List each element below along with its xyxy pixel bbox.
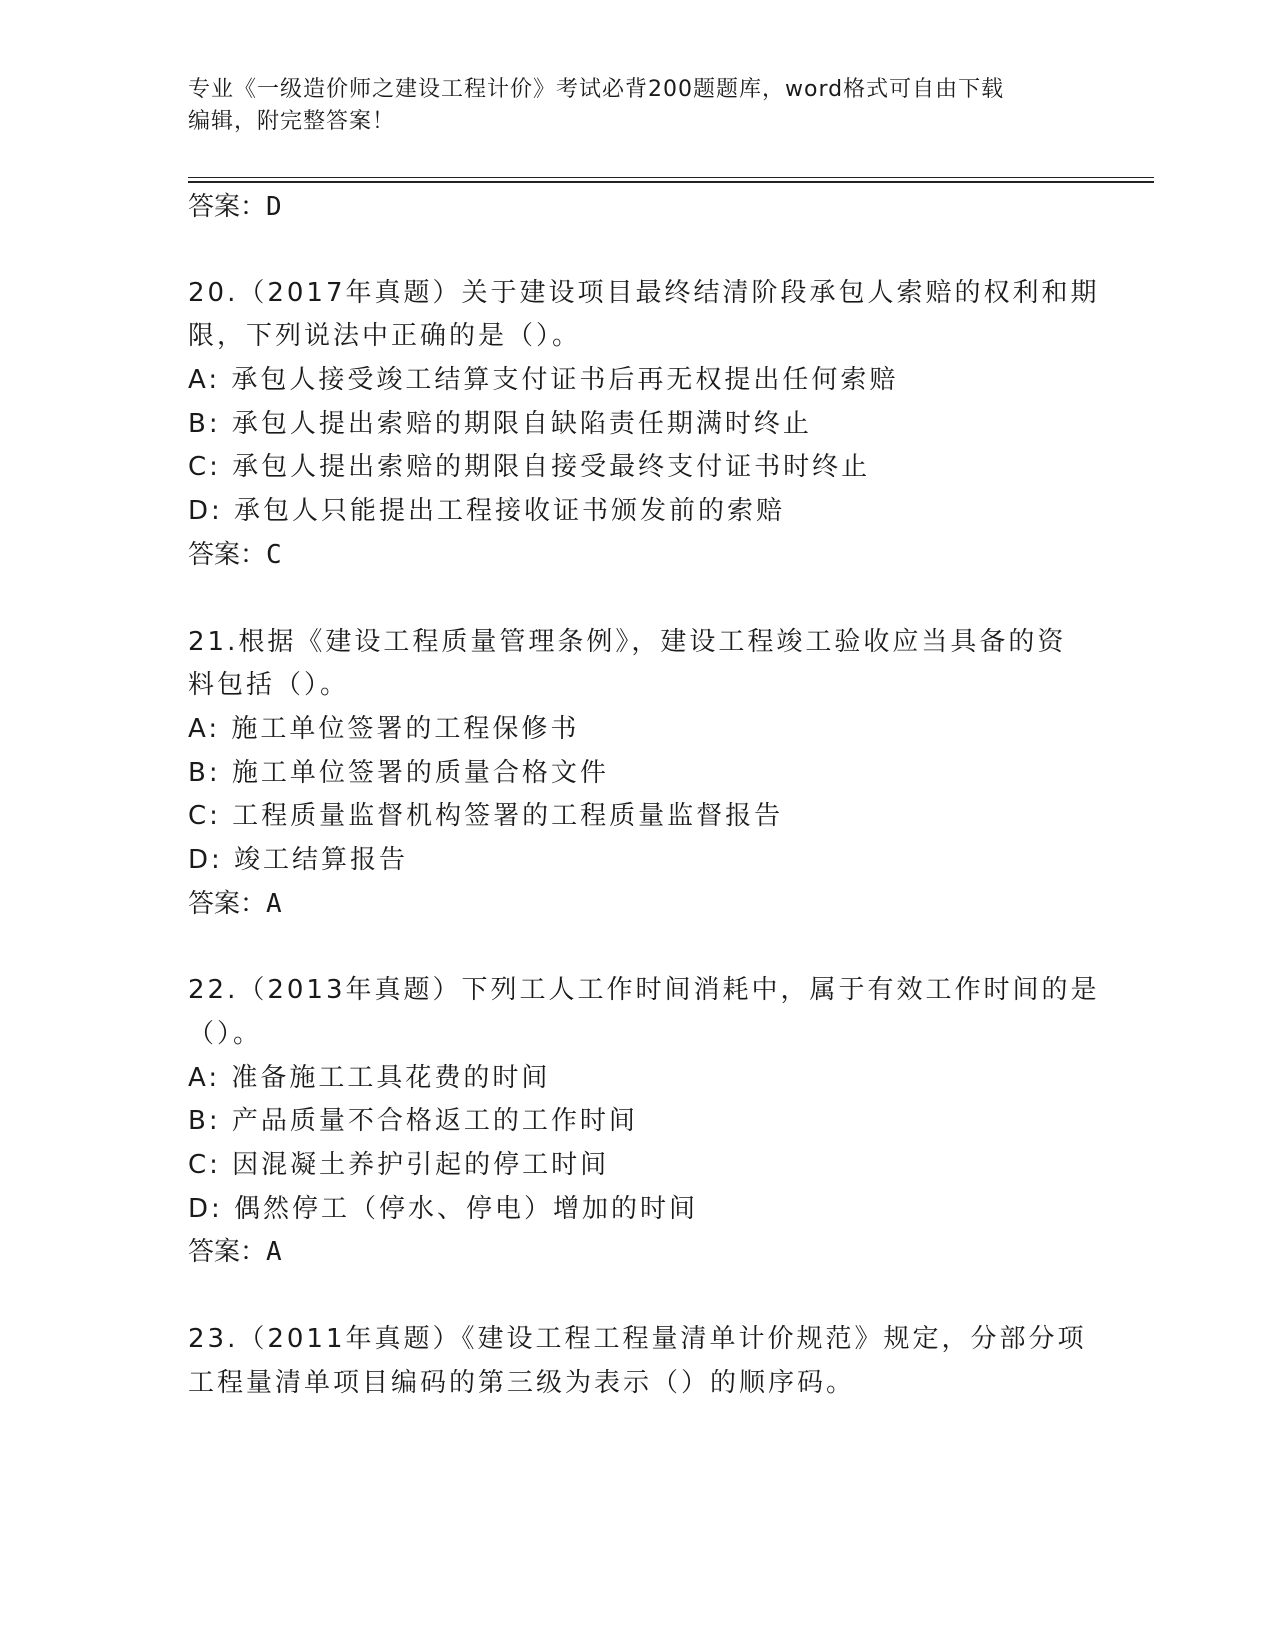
question-22-answer: 答案：A — [188, 1237, 282, 1267]
question-21-answer: 答案：A — [188, 889, 282, 919]
question-22-stem-line-1: 22.（2013年真题）下列工人工作时间消耗中，属于有效工作时间的是 — [188, 975, 1100, 1005]
question-22-option-b: B: 产品质量不合格返工的工作时间 — [188, 1106, 638, 1136]
question-20-option-b: B: 承包人提出索赔的期限自缺陷责任期满时终止 — [188, 409, 812, 439]
question-22-option-d: D: 偶然停工（停水、停电）增加的时间 — [188, 1194, 699, 1224]
header-line-1: 专业《一级造价师之建设工程计价》考试必背200题题库，word格式可自由下载 — [188, 77, 1005, 102]
answer-text: 答案：D — [188, 192, 282, 222]
question-21-option-c: C: 工程质量监督机构签署的工程质量监督报告 — [188, 801, 784, 831]
header-rule-thick — [188, 181, 1154, 183]
question-21-stem-line-2: 料包括（）。 — [188, 670, 350, 700]
question-21-option-b: B: 施工单位签署的质量合格文件 — [188, 758, 609, 788]
header-rule-thin — [188, 177, 1154, 178]
question-20-option-c: C: 承包人提出索赔的期限自接受最终支付证书时终止 — [188, 452, 871, 482]
question-23-stem-line-1: 23.（2011年真题）《建设工程工程量清单计价规范》规定，分部分项 — [188, 1324, 1087, 1354]
question-20-answer: 答案：C — [188, 540, 282, 570]
question-23-stem-line-2: 工程量清单项目编码的第三级为表示（）的顺序码。 — [188, 1368, 856, 1398]
question-20-option-a: A: 承包人接受竣工结算支付证书后再无权提出任何索赔 — [188, 365, 899, 395]
question-20-stem-line-1: 20.（2017年真题）关于建设项目最终结清阶段承包人索赔的权利和期 — [188, 278, 1100, 308]
question-22-option-a: A: 准备施工工具花费的时间 — [188, 1063, 551, 1093]
question-22-option-c: C: 因混凝土养护引起的停工时间 — [188, 1150, 610, 1180]
question-20-option-d: D: 承包人只能提出工程接收证书颁发前的索赔 — [188, 496, 786, 526]
header-line-2: 编辑，附完整答案！ — [188, 109, 396, 134]
question-21-option-d: D: 竣工结算报告 — [188, 845, 409, 875]
question-21-option-a: A: 施工单位签署的工程保修书 — [188, 714, 580, 744]
question-21-stem-line-1: 21.根据《建设工程质量管理条例》，建设工程竣工验收应当具备的资 — [188, 627, 1067, 657]
question-20-stem-line-2: 限，下列说法中正确的是（）。 — [188, 321, 582, 351]
question-22-stem-line-2: （）。 — [188, 1019, 263, 1049]
page-header — [188, 74, 1088, 138]
